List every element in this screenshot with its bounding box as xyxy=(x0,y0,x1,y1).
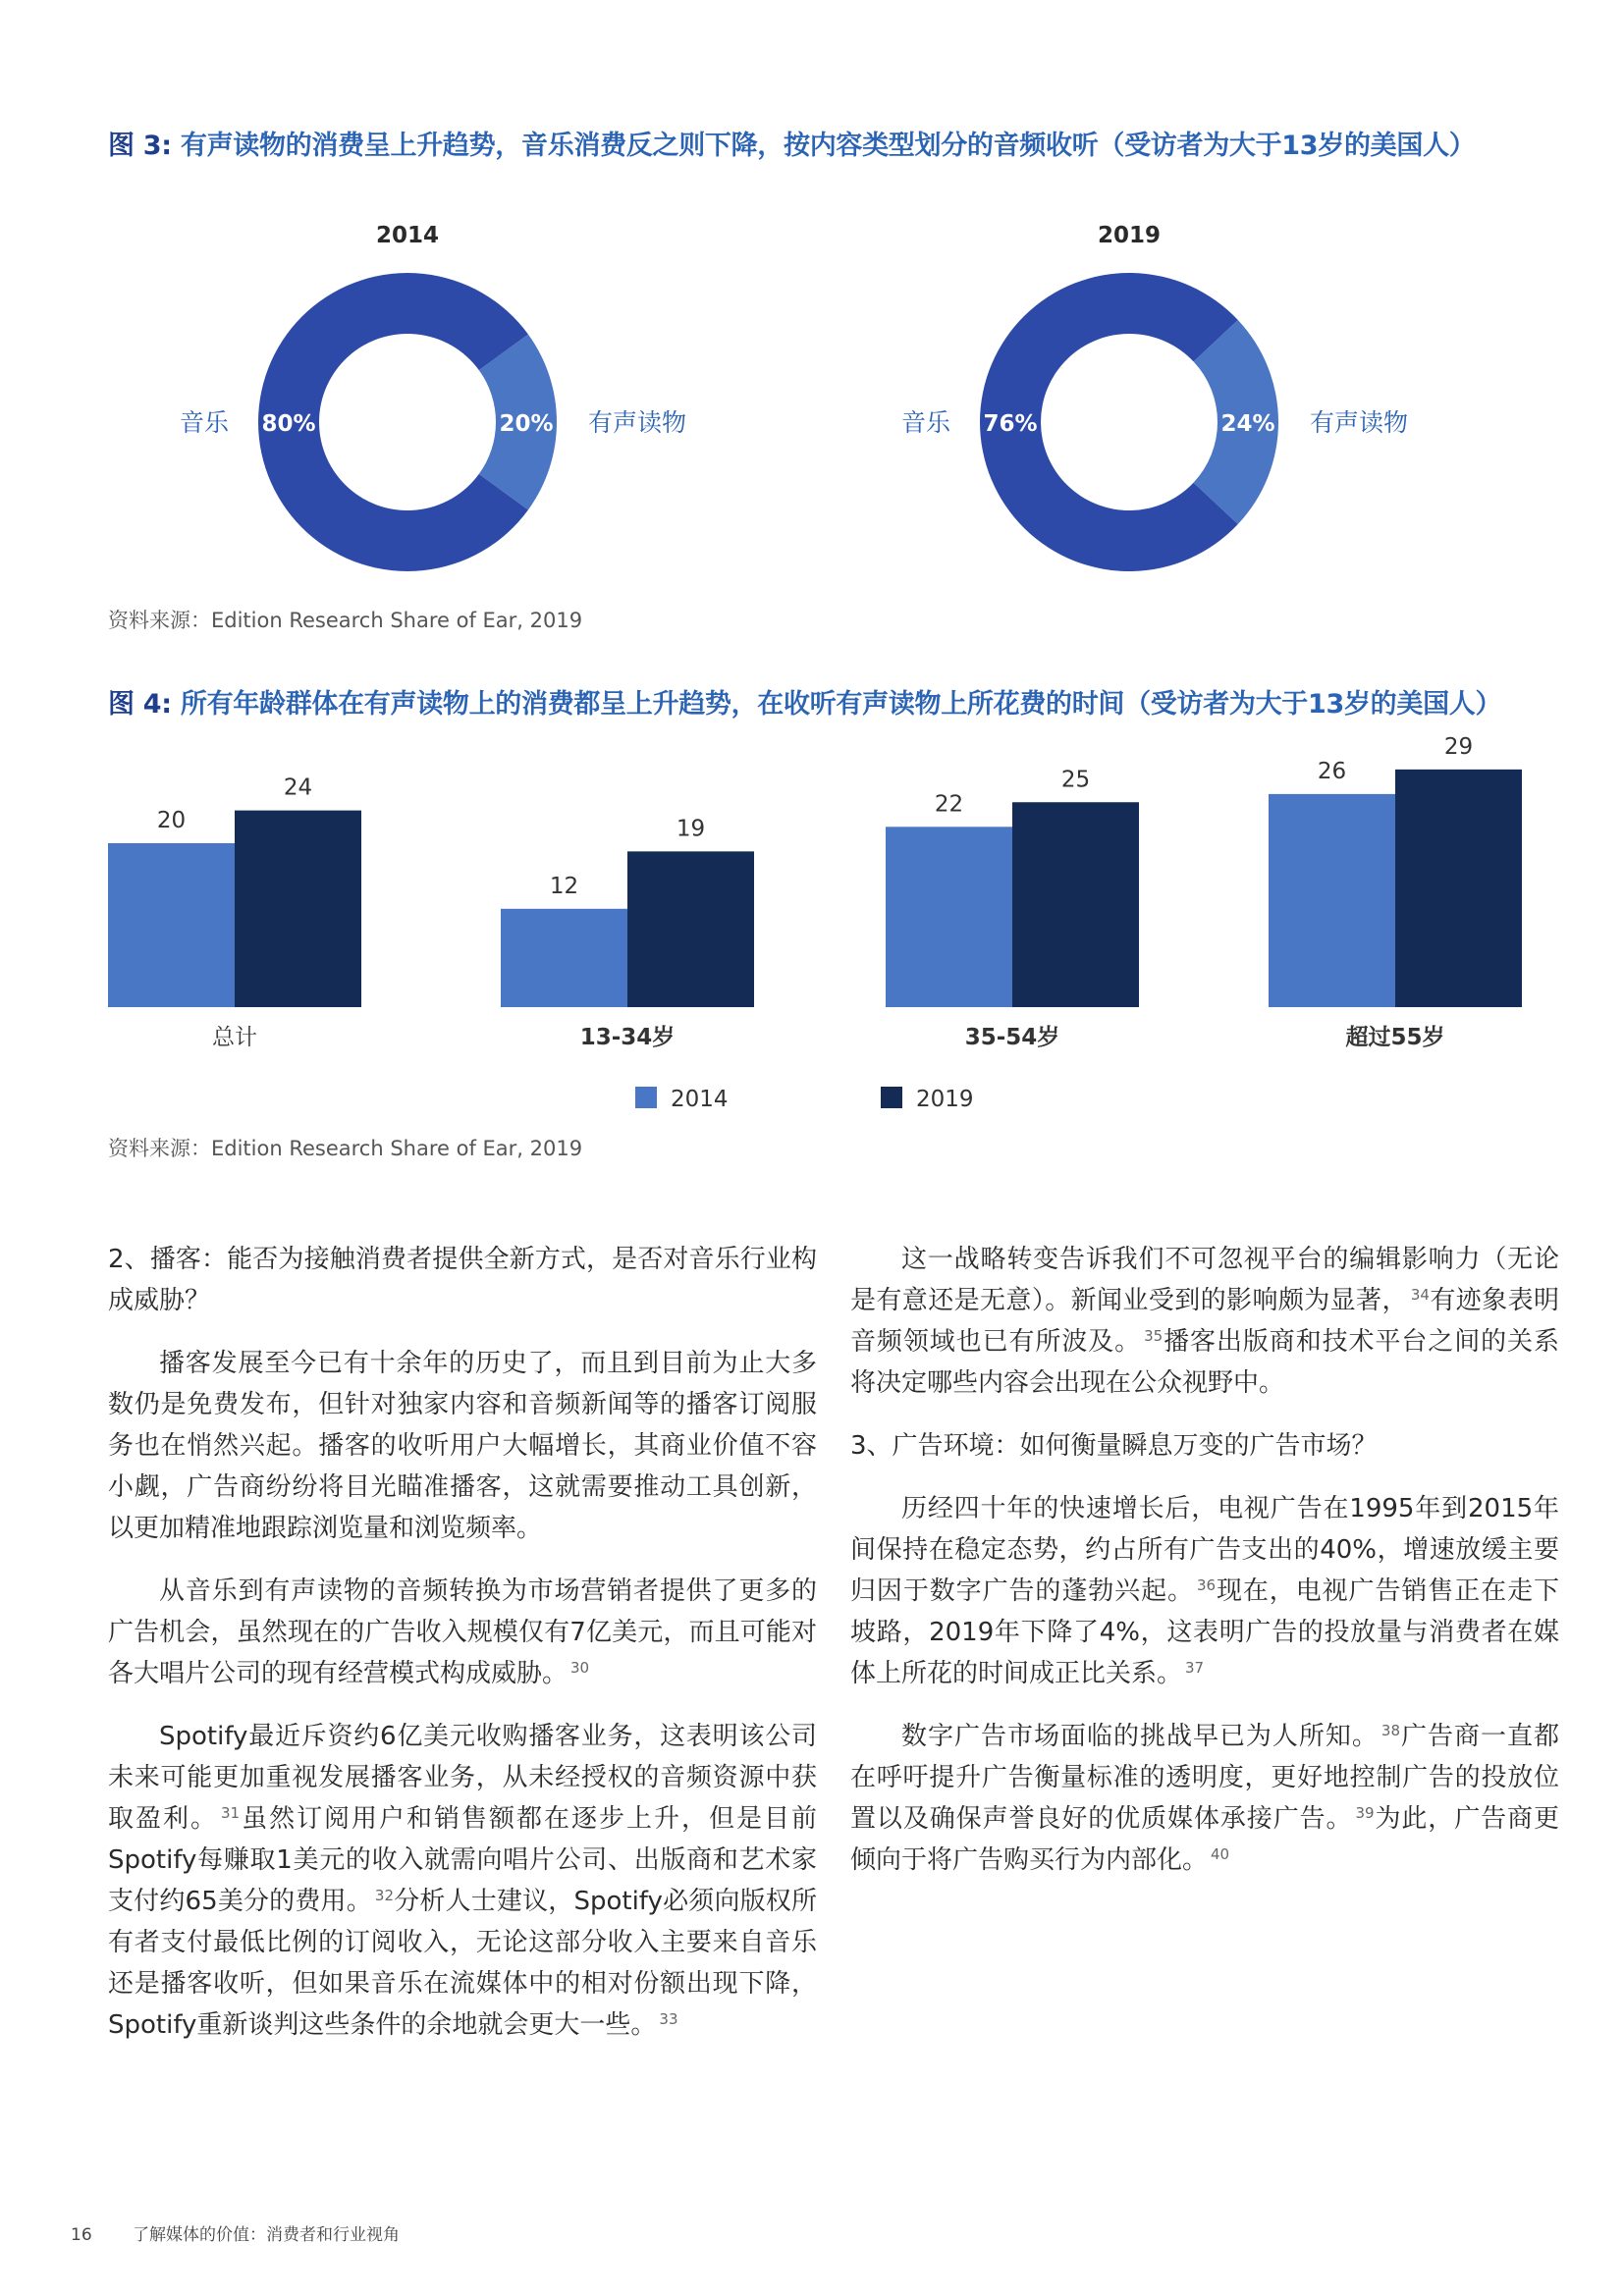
footnote-ref: 39 xyxy=(1355,1804,1375,1822)
body-column-left xyxy=(108,1239,817,2067)
legend-label-2014: 2014 xyxy=(671,1087,729,1112)
category-label: 总计 xyxy=(212,1025,257,1050)
footnote-ref: 35 xyxy=(1144,1327,1164,1345)
bar-2014-3 xyxy=(1269,794,1395,1007)
footnote-ref: 33 xyxy=(659,2010,678,2028)
section-heading: 3、广告环境：如何衡量瞬息万变的广告市场？ xyxy=(850,1431,1378,1461)
category-label: 超过55岁 xyxy=(1345,1025,1445,1050)
bar-2019-1 xyxy=(627,851,754,1007)
footnote-ref: 30 xyxy=(570,1659,590,1677)
footer-title: 了解媒体的价值：消费者和行业视角 xyxy=(133,2225,401,2245)
legend-label-2019: 2019 xyxy=(916,1087,974,1112)
figure-3-caption: 有声读物的消费呈上升趋势，音乐消费反之则下降，按内容类型划分的音频收听（受访者为大于13岁的美国人） xyxy=(180,131,1476,161)
footnote-ref: 37 xyxy=(1185,1659,1205,1677)
donut-value-label: 76% xyxy=(983,411,1038,437)
bar-value-label: 29 xyxy=(1443,733,1474,760)
section-heading: 2、播客：能否为接触消费者提供全新方式，是否对音乐行业构成威胁？ xyxy=(108,1245,817,1315)
figure-4-source: 资料来源：Edition Research Share of Ear, 2019 xyxy=(108,1137,583,1160)
paragraph: 这一战略转变告诉我们不可忽视平台的编辑影响力（无论是有意还是无意）。新闻业受到的影响颇为显著， $^{34}$有迹象表明音频领域也已有所波及。 $^{35}$播客出版商和技术平台之间的关系将决定哪些内容会出现在公众视野中。 xyxy=(850,1245,1559,1398)
bar-value-label: 24 xyxy=(283,774,313,801)
footnote-ref: 38 xyxy=(1380,1722,1401,1739)
legend-swatch-2014 xyxy=(635,1087,657,1108)
bar-2014-0 xyxy=(108,843,235,1007)
paragraph: 从音乐到有声读物的音频转换为市场营销者提供了更多的广告机会，虽然现在的广告收入规模仅有7亿美元，而且可能对各大唱片公司的现有经营模式构成威胁。 $^{30}$ xyxy=(108,1576,817,1688)
bar-2019-0 xyxy=(235,811,361,1007)
bar-2014-2 xyxy=(886,827,1012,1007)
bar-value-label: 26 xyxy=(1317,758,1347,784)
bar-value-label: 20 xyxy=(156,808,187,833)
body-column-right xyxy=(850,1239,1559,1902)
bar-2019-2 xyxy=(1012,802,1139,1007)
figure-3-label: 图 3: xyxy=(108,131,172,161)
paragraph: 历经四十年的快速增长后，电视广告在1995年到2015年间保持在稳定态势，约占所有广告支出的40%，增速放缓主要归因于数字广告的蓬勃兴起。 $^{36}$现在，电视广告销售正在走下坡路，2019年下降了4%，这表明广告的投放量与消费者在媒体上所花的时间成正比关系。 $^{37}$ xyxy=(850,1494,1559,1688)
bar-value-label: 25 xyxy=(1060,767,1091,793)
footnote-ref: 32 xyxy=(374,1887,395,1904)
figure-4-caption: 所有年龄群体在有声读物上的消费都呈上升趋势，在收听有声读物上所花费的时间（受访者为大于13岁的美国人） xyxy=(180,689,1502,720)
footnote-ref: 40 xyxy=(1211,1845,1230,1863)
paragraph: 数字广告市场面临的挑战早已为人所知。 $^{38}$广告商一直都在呼吁提升广告衡量标准的透明度，更好地控制广告的投放位置以及确保声誉良好的优质媒体承接广告。 $^{39}$为此，广告商更倾向于将广告购买行为内部化。 $^{40}$ xyxy=(850,1722,1559,1875)
paragraph: 播客发展至今已有十余年的历史了，而且到目前为止大多数仍是免费发布，但针对独家内容和音频新闻等的播客订阅服务也在悄然兴起。播客的收听用户大幅增长，其商业价值不容小觑，广告商纷纷将目光瞄准播客，这就需要推动工具创新，以更加精准地跟踪浏览量和浏览频率。 xyxy=(108,1349,817,1543)
donut-charts xyxy=(0,196,1624,599)
figure-3-source: 资料来源：Edition Research Share of Ear, 2019 xyxy=(108,609,583,632)
bar-value-label: 19 xyxy=(676,816,706,842)
footnote-ref: 34 xyxy=(1410,1286,1430,1304)
paragraph: Spotify最近斥资约6亿美元收购播客业务，这表明该公司未来可能更加重视发展播客业务，从未经授权的音频资源中获取盈利。 $^{31}$虽然订阅用户和销售额都在逐步上升，但是目前Spotify每赚取1美元的收入就需向唱片公司、出版商和艺术家支付约65美分的费用。 $^{32}$分析人士建议，Spotify必须向版权所有者支付最低比例的订阅收入，无论这部分收入主要来自音乐还是播客收听，但如果音乐在流媒体中的相对份额出现下降，Spotify重新谈判这些条件的余地就会更大一些。 $^{33}$ xyxy=(108,1722,817,2040)
donut-category-label: 音乐 xyxy=(179,408,229,437)
bar-value-label: 12 xyxy=(549,873,579,899)
figure-4-title xyxy=(108,682,1501,721)
footnote-ref: 31 xyxy=(220,1804,241,1822)
bar-2014-1 xyxy=(501,909,627,1007)
bar-chart xyxy=(0,721,1624,1124)
category-label: 13-34岁 xyxy=(579,1025,676,1050)
donut-value-label: 24% xyxy=(1220,411,1275,437)
donut-value-label: 80% xyxy=(261,411,316,437)
page-footer xyxy=(71,2220,400,2245)
donut-category-label: 有声读物 xyxy=(1310,408,1409,437)
donut-value-label: 20% xyxy=(499,411,554,437)
bar-value-label: 22 xyxy=(934,791,964,818)
figure-3-title xyxy=(108,124,1475,162)
donut-category-label: 有声读物 xyxy=(588,408,687,437)
legend-swatch-2019 xyxy=(881,1087,902,1108)
donut-title-0: 2014 xyxy=(375,223,440,248)
footnote-ref: 36 xyxy=(1196,1576,1217,1594)
donut-category-label: 音乐 xyxy=(900,408,950,437)
page-number: 16 xyxy=(71,2225,92,2245)
bar-2019-3 xyxy=(1395,770,1522,1007)
figure-4-label: 图 4: xyxy=(108,689,172,720)
donut-title-1: 2019 xyxy=(1097,223,1162,248)
category-label: 35-54岁 xyxy=(964,1025,1060,1050)
